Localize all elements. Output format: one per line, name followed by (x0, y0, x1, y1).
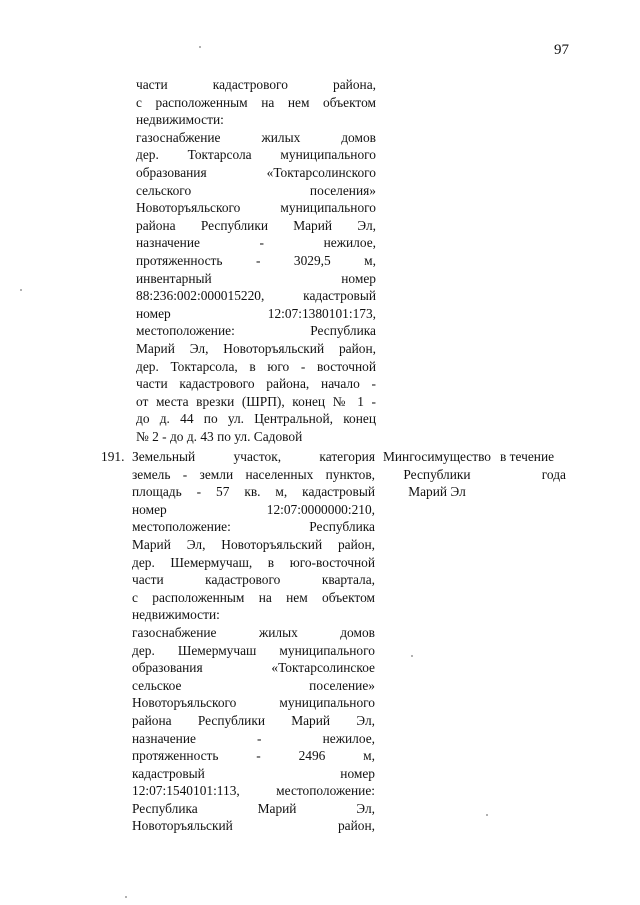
scan-speck (411, 655, 413, 657)
text-line: образования «Токтарсолинского (136, 164, 376, 180)
text-line: газоснабжение жилых домов (132, 624, 375, 640)
entry-191-number: 191. (101, 449, 125, 464)
text-line: части кадастрового района, (136, 77, 376, 92)
text-line: площадь - 57 кв. м, кадастровый (132, 484, 375, 500)
text-line: недвижимости: (132, 607, 220, 623)
text-line: номер 12:07:1380101:173, (136, 305, 376, 321)
text-line: протяженность - 3029,5 м, (136, 252, 376, 268)
text-line: кадастровый номер (132, 765, 375, 781)
text-line: № 2 - до д. 43 по ул. Садовой (136, 428, 303, 444)
text-line: Марий Эл, Новоторъяльский район, (136, 340, 376, 356)
text-line: 88:236:002:000015220, кадастровый (136, 288, 376, 304)
text-line: с расположенным на нем объектом (132, 589, 375, 605)
text-line: сельское поселение» (132, 677, 375, 693)
text-line: района Республики Марий Эл, (132, 712, 375, 728)
scan-speck (486, 814, 488, 816)
text-line: Новоторъяльский район, (132, 818, 375, 834)
entry-191-term (500, 448, 566, 483)
text-line: Новоторъяльского муниципального (136, 200, 376, 216)
text-line: Республика Марий Эл, (132, 800, 375, 816)
text-line: местоположение: Республика (136, 323, 376, 339)
text-line: 12:07:1540101:113, местоположение: (132, 783, 375, 799)
text-line: назначение - нежилое, (132, 730, 375, 746)
scan-speck (20, 289, 22, 291)
text-line: земель - земли населенных пунктов, (132, 466, 375, 482)
text-line: части кадастрового района, начало - (136, 376, 376, 392)
text-line: протяженность - 2496 м, (132, 748, 375, 764)
text-line: образования «Токтарсолинское (132, 660, 375, 676)
text-line: дер. Шемермучаш муниципального (132, 642, 375, 658)
text-line: года (541, 466, 566, 482)
text-line: от места врезки (ШРП), конец № 1 - (136, 393, 376, 409)
entry-191-rights-holder (371, 448, 503, 501)
text-line: сельского поселения» (136, 182, 376, 198)
page-number: 97 (554, 42, 569, 58)
text-line: части кадастрового квартала, (132, 572, 375, 588)
text-line: местоположение: Республика (132, 519, 375, 535)
text-line: газоснабжение жилых домов (136, 129, 376, 145)
text-line: Республики (403, 466, 471, 482)
text-line: дер. Токтарсола, в юго - восточной (136, 358, 376, 374)
text-line: номер 12:07:0000000:210, (132, 501, 375, 517)
text-line: Мингосимущество (382, 449, 491, 464)
text-line: назначение - нежилое, (136, 235, 376, 251)
text-line: дер. Шемермучаш, в юго-восточной (132, 554, 375, 570)
text-line: Марий Эл (408, 484, 466, 500)
text-line: Новоторъяльского муниципального (132, 695, 375, 711)
scan-speck (125, 896, 127, 898)
entry-191-description (132, 448, 375, 835)
text-line: дер. Токтарсола муниципального (136, 147, 376, 163)
text-line: недвижимости: (136, 112, 224, 128)
text-line: до д. 44 по ул. Центральной, конец (136, 411, 376, 427)
text-line: района Республики Марий Эл, (136, 217, 376, 233)
scan-speck (199, 46, 201, 48)
text-line: с расположенным на нем объектом (136, 94, 376, 110)
text-line: Марий Эл, Новоторъяльский район, (132, 536, 375, 552)
text-line: Земельный участок, категория (132, 449, 375, 464)
text-line: инвентарный номер (136, 270, 376, 286)
text-line: в течение (500, 449, 555, 464)
continued-entry-description (136, 76, 376, 445)
